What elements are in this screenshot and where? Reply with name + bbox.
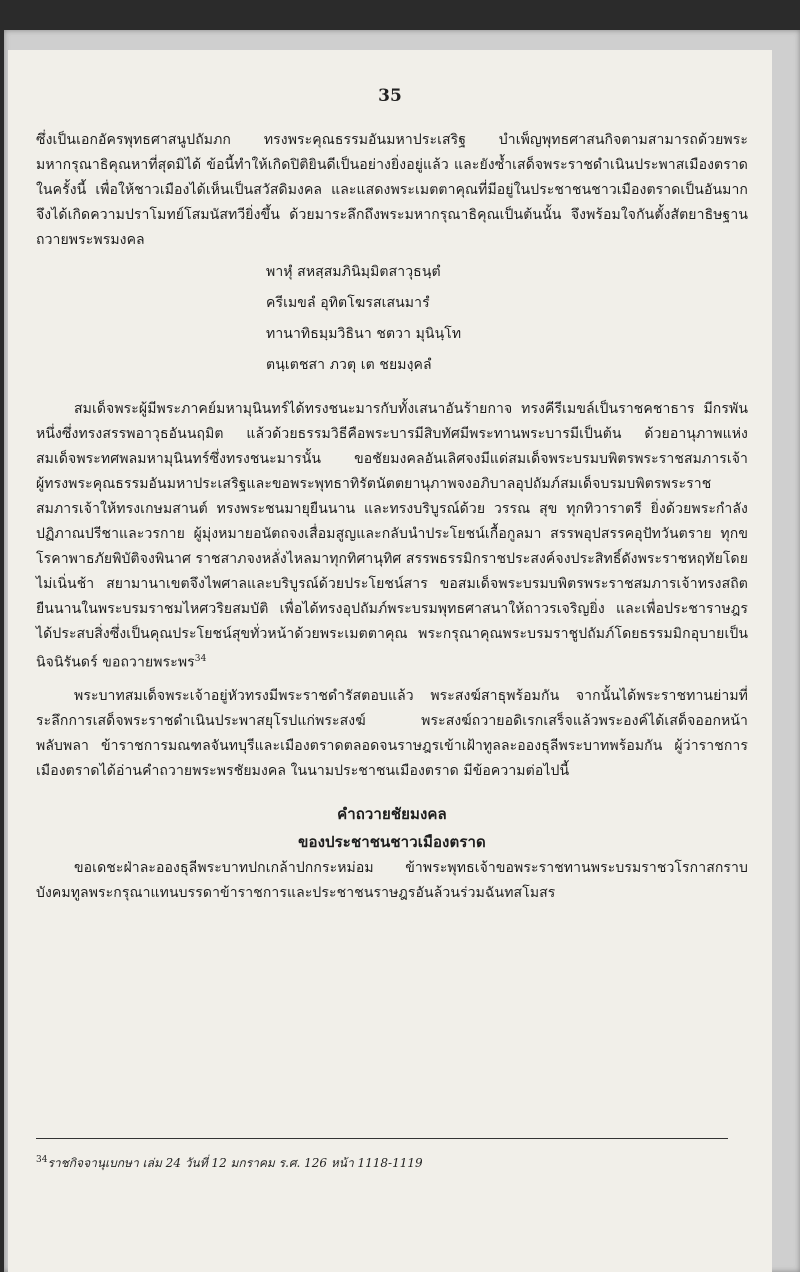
paragraph-royal-response: พระบาทสมเด็จพระเจ้าอยู่หัวทรงมีพระราชดำรัสตอบแล้ว พระสงฆ์สาธุพร้อมกัน จากนั้นได้พระราชทานย่ามที่ระลึกการเสด็จพระราชดำเนินประพาสยุโรปแก่พระสงฆ์ พระสงฆ์ถวายอดิเรกเสร็จแล้วพระองค์ได้เสด็จออกหน้าพลับพลา ข้าราชการมณฑลจันทบุรีและเมืองตราดตลอดจนราษฎรเข้าเฝ้าทูลละอองธุลีพระบาทพร้อมกัน ผู้ว่าราชการเมืองตราดได้อ่านคำถวายพระพรชัยมงคล ในนามประชาชนเมืองตราด มีข้อความต่อไปนี้ [36, 687, 748, 779]
document-page [8, 50, 772, 1272]
verse-line: พาหุํ สหสฺสมภินิมฺมิตสาวุธนฺตํ [266, 264, 441, 280]
paragraph-address: ขอเดชะฝ่าละอองธุลีพระบาทปกเกล้าปกกระหม่อม ข้าพระพุทธเจ้าขอพระราชทานพระบรมราชวโรกาสกราบบังคมทูลพระกรุณาแทนบรรดาข้าราชการและประชาชนราษฎรอันล้วนร่วมฉันทสโมสร [36, 859, 748, 901]
verse-line: ตนฺเตชสา ภวตุ เต ชยมงฺคลํ [266, 357, 432, 373]
verse-line: ครีเมขลํ อุทิตโฆรสเสนมารํ [266, 295, 430, 311]
paragraph-blessing-intro: ซึ่งเป็นเอกอัครพุทธศาสนูปถัมภก ทรงพระคุณธรรมอันมหาประเสริฐ บำเพ็ญพุทธศาสนกิจตามสามารถด้วยพระมหากรุณาธิคุณหาที่สุดมิได้ ข้อนี้ทำให้เกิดปิติยินดีเป็นอย่างยิ่งอยู่แล้ว และยังซ้ำเสด็จพระราชดำเนินประพาสเมืองตราดในครั้งนี้ เพื่อให้ชาวเมืองได้เห็นเป็นสวัสดิมงคล และแสดงพระเมตตาคุณที่มีอยู่ในประชาชนชาวเมืองตราดเป็นอันมาก จึงได้เกิดความปราโมทย์โสมนัสทวียิ่งขึ้น ด้วยมาระลึกถึงพระมหากรุณาธิคุณเป็นต้นนั้น จึงพร้อมใจกันตั้งสัตยาธิษฐานถวายพระพรมงคล [36, 132, 748, 248]
paragraph-verse-translation [36, 397, 748, 676]
paragraph-text: สมเด็จพระผู้มีพระภาคย์มหามุนินทร์ได้ทรงชนะมารกับทั้งเสนาอันร้ายกาจ ทรงคีรีเมขล์เป็นราชคชาธาร มีกรพันหนึ่งซึ่งทรงสรรพอาวุธอันนฤมิต แล้วด้วยธรรมวิธีคือพระบารมีสิบทัศมีพระทานพระบารมีเป็นต้น ด้วยอานุภาพแห่งสมเด็จพระทศพลมหามุนินทร์ซึ่งทรงชนะมารนั้น ขอชัยมงคลอันเลิศจงมีแด่สมเด็จพระบรมบพิตรพระราชสมภารเจ้าผู้ทรงพระคุณธรรมอันมหาประเสริฐและขอพระพุทธาทิรัตนัตตยานุภาพจงอภิบาลอุปถัมภ์สมเด็จบรมบพิตรพระราชสมภารเจ้าให้ทรงเกษมสานต์ ทรงพระชนมายุยืนนาน และทรงบริบูรณ์ด้วย วรรณ สุข ทุกทิวาราตรี ยิ่งด้วยพระกำลังปฏิภาณปรีชาและวรกาย ผู้มุ่งหมายอนัตถจงเสื่อมสูญและกลับนำประโยชน์เกื้อกูลมา สรรพอุปสรรคอุปัทวันตราย ทุกขโรคาพาธภัยพิบัติจงพินาศ ราชสาภจงหลั่งไหลมาทุกทิศานุทิศ สรรพธรรมิกราชประสงค์จงประสิทธิ์ดังพระราชหฤทัยโดยไม่เนิ่นช้า สยามานาเขตจึงไพศาลและบริบูรณ์ด้วยประโยชน์สาร ขอสมเด็จพระบรมบพิตรพระราชสมภารเจ้าทรงสถิตยืนนานในพระบรมราชมไหศวริยสมบัติ เพื่อได้ทรงอุปถัมภ์พระบรมพุทธศาสนาให้ถาวรเจริญยิ่ง และเพื่อประชาราษฎรได้ประสบสิ่งซึ่งเป็นคุณประโยชน์สุขทั่วหน้าด้วยพระเมตตาคุณ พระกรุณาคุณพระบรมราชูปถัมภ์โดยธรรมมิกอุบายเป็นนิจนิรันดร์ ขอถวายพระพร [36, 401, 748, 671]
spacer [36, 381, 748, 397]
section-heading: คำถวายชัยมงคล [337, 804, 447, 823]
footnote-number: 34 [36, 1155, 48, 1165]
footnote [36, 1154, 748, 1173]
verse-line: ทานาทิธมฺมวิธินา ชตวา มุนินฺโท [266, 326, 462, 342]
spacer [36, 784, 748, 800]
footnote-ref: 34 [194, 654, 207, 664]
footnote-text: ราชกิจจานุเบกษา เล่ม 24 วันที่ 12 มกราคม ร.ศ. 126 หน้า 1118-1119 [47, 1156, 423, 1170]
section-subheading: ของประชาชนชาวเมืองตราด [298, 832, 486, 851]
pali-verse [266, 257, 748, 381]
body-text [36, 128, 748, 906]
spacer [36, 676, 748, 684]
page-number: 35 [378, 86, 402, 106]
footnote-divider [36, 1138, 728, 1139]
